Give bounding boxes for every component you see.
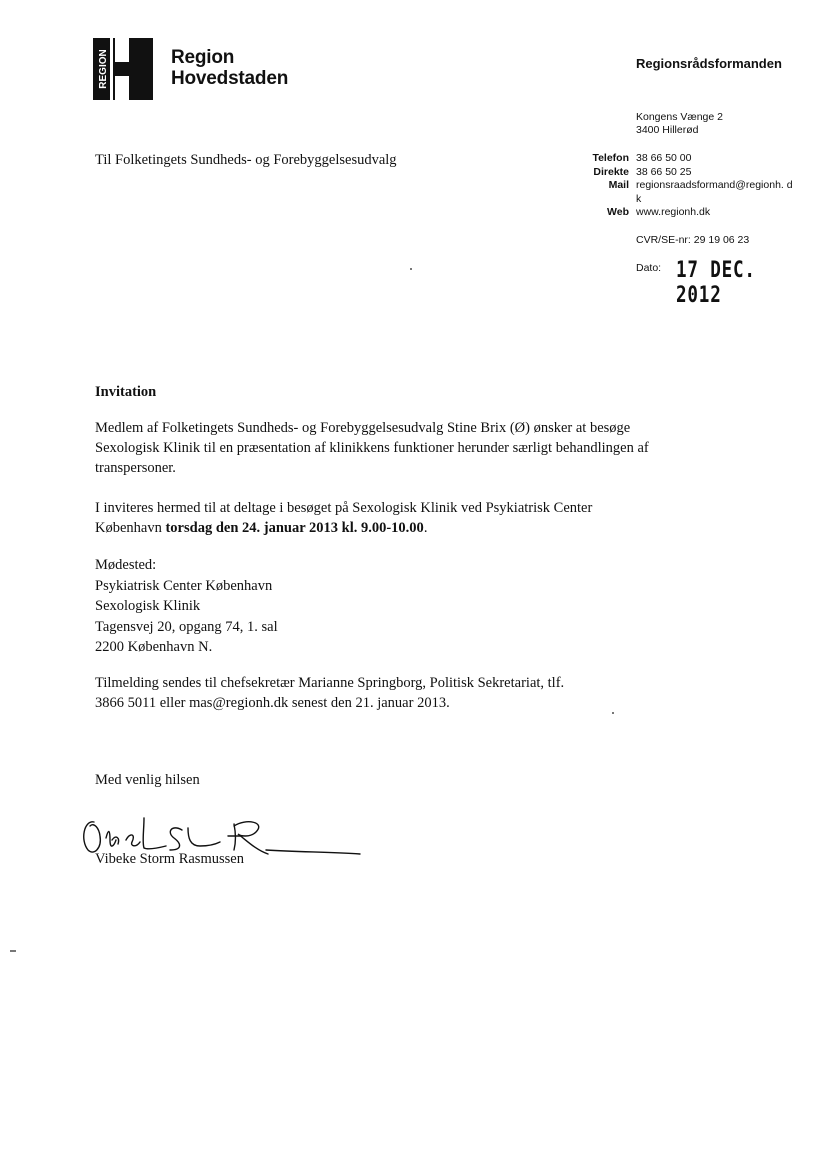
venue-line: 2200 København N. [95, 639, 213, 655]
recipient: Til Folketingets Sundheds- og Forebyggelsesudvalg [95, 152, 397, 168]
contact-label: Mail [608, 179, 629, 191]
scan-speck [10, 950, 16, 952]
letter-subject: Invitation [95, 384, 157, 400]
meeting-datetime: torsdag den 24. januar 2013 kl. 9.00-10.00 [165, 520, 424, 536]
contact-label: Web [607, 206, 629, 218]
letter-paragraph-3: Tilmelding sendes til chefsekretær Marianne Springborg, Politisk Sekretariat, tlf. 3866 5011 eller mas@regionh.dk senest den 21. januar 2013. [95, 675, 565, 711]
scan-speck [612, 712, 614, 714]
contact-row-direct [560, 166, 796, 180]
contact-value: regionsraadsformand@regionh. dk [636, 179, 793, 205]
contact-value: www.regionh.dk [636, 206, 711, 218]
contact-block [560, 152, 796, 220]
signer-name: Vibeke Storm Rasmussen [95, 851, 244, 867]
letter-paragraph-2 [95, 498, 655, 538]
venue-block [95, 555, 655, 658]
org-name [171, 47, 288, 89]
contact-row-mail [560, 179, 796, 206]
contact-row-phone [560, 152, 796, 166]
closing: Med venlig hilsen [95, 772, 200, 788]
para2-lead: I inviteres hermed til at deltage i besøget på Sexologisk Klinik ved Psykiatrisk Center København [95, 500, 593, 536]
contact-label: Direkte [593, 165, 629, 178]
cvr-number: CVR/SE-nr: 29 19 06 23 [636, 234, 750, 246]
department-title: Regionsrådsformanden [636, 56, 782, 71]
scan-speck [410, 268, 412, 270]
contact-row-web [560, 206, 796, 220]
contact-label: Telefon [592, 152, 629, 164]
address-line2: 3400 Hillerød [636, 124, 699, 136]
contact-value: 38 66 50 25 [636, 165, 692, 178]
venue-heading: Mødested: [95, 557, 157, 573]
region-logo-icon [93, 38, 153, 100]
date-label: Dato: [636, 262, 662, 274]
org-name-line2: Hovedstaden [171, 68, 289, 89]
date-stamp: 17 DEC. 2012 [676, 258, 756, 308]
contact-value: 38 66 50 00 [636, 152, 692, 164]
org-name-line1: Region [171, 47, 235, 68]
logo-side-text: REGION [98, 49, 109, 89]
venue-line: Psykiatrisk Center København [95, 577, 273, 594]
para2-end: . [423, 520, 428, 536]
sender-address [636, 111, 723, 137]
address-line1: Kongens Vænge 2 [636, 111, 723, 123]
venue-line: Sexologisk Klinik [95, 598, 201, 614]
venue-line: Tagensvej 20, opgang 74, 1. sal [95, 618, 278, 635]
letter-paragraph-1: Medlem af Folketingets Sundheds- og Forebyggelsesudvalg Stine Brix (Ø) ønsker at besøge Sexologisk Klinik til en præsentation af klinikkens funktioner herunder særligt behandlingen af transpersoner. [95, 420, 649, 476]
